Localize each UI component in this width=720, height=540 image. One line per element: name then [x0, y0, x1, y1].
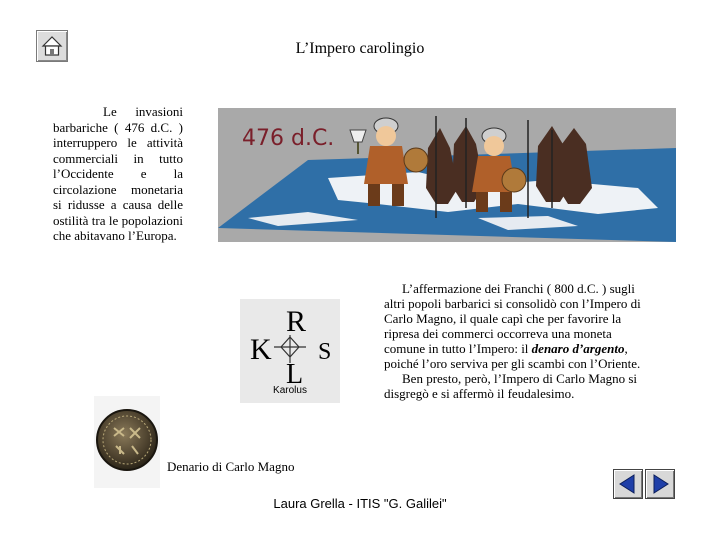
franchi-paragraph: L’affermazione dei Franchi ( 800 d.C. ) sugli altri popoli barbarici si consolidò con l’Impero di Carlo Magno, il quale capì che per favorire la ripresa dei commerci occorreva una moneta comune in tutto l’Impero: il denaro d’argento, poiché l’oro serviva per gli scambi con l’Oriente. [384, 281, 641, 371]
franchi-text [384, 281, 648, 401]
forward-button[interactable] [645, 469, 675, 499]
barbarian-invasion-illustration [218, 108, 676, 242]
arrow-right-icon [646, 470, 674, 498]
coin-caption: Denario di Carlo Magno [167, 459, 295, 474]
feudalism-paragraph: Ben presto, però, l’Impero di Carlo Magno si disgregò e si affermò il feudalesimo. [384, 371, 638, 401]
page-title: L’Impero carolingio [295, 40, 425, 57]
denaro-emphasis: denaro d’argento [531, 341, 625, 356]
monogram-letter-k: K [250, 333, 272, 366]
monogram-letter-s: S [318, 339, 332, 365]
arrow-left-icon [614, 470, 642, 498]
footer-credit: Laura Grella - ITIS "G. Galilei" [273, 496, 447, 511]
karolus-monogram [240, 299, 340, 403]
monogram-caption: Karolus [273, 385, 307, 396]
hero-year-label: 476 d.C. [242, 126, 335, 151]
coin-image [94, 396, 160, 488]
monogram-letter-r: R [286, 305, 307, 338]
back-button[interactable] [613, 469, 643, 499]
intro-paragraph: Le invasioni barbariche ( 476 d.C. ) interruppero le attività commerciali in tutto l’Occidente e la circolazione monetaria si ridusse a causa delle ostilità tra le popolazioni che abitavano l’Europa. [53, 104, 183, 243]
monogram-drawing [240, 299, 340, 385]
monogram-letter-l: L [286, 359, 304, 385]
denario-coin [94, 396, 160, 488]
